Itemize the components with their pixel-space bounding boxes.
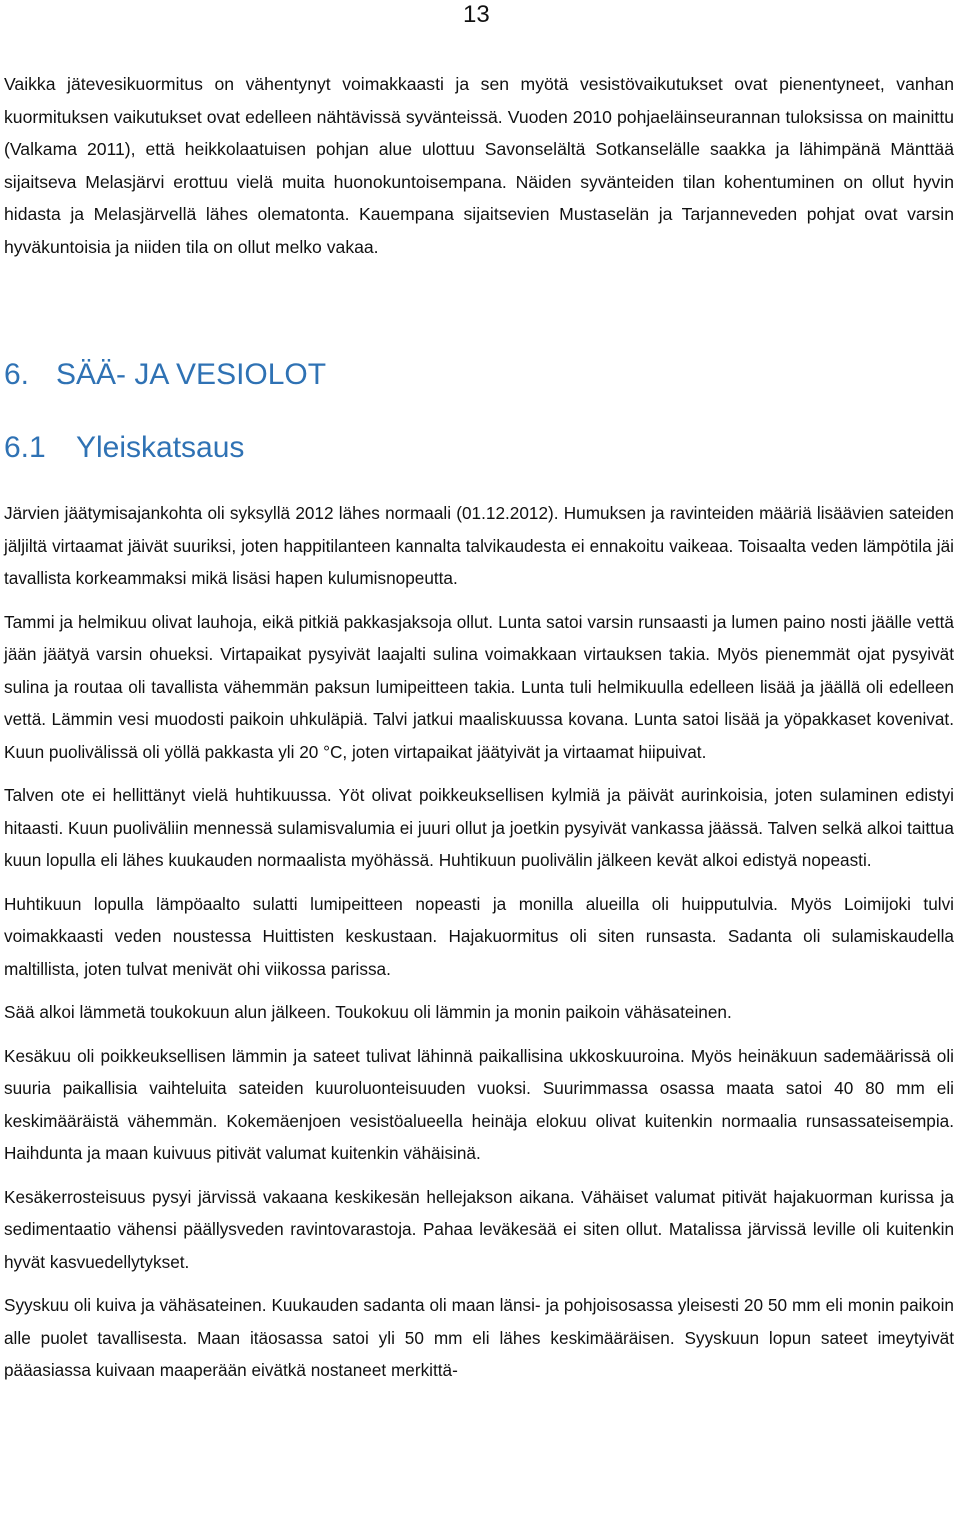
subsection-heading bbox=[4, 428, 244, 468]
paragraph: Järvien jäätymisajankohta oli syksyllä 2012 lähes normaali (01.12.2012). Humuksen ja ravinteiden määriä lisäävien sateiden jäljiltä virtaamat jäivät suuriksi, joten happitilanteen kannalta talvikaudesta ei ennakoitu vaikeaa. Toisaalta veden lämpötila jäi tavallista korkeammaksi mikä lisäsi hapen kulumisnopeutta. bbox=[4, 503, 954, 588]
paragraph: Syyskuu oli kuiva ja vähäsateinen. Kuukauden sadanta oli maan länsi- ja pohjoisosassa yleisesti 20 50 mm eli monin paikoin alle puolet tavallisesta. Maan itäosassa satoi yli 50 mm eli lähes keskimääräisen. Syyskuun lopun sateet imeytyivät pääasiassa kuivaan maaperään eivätkä nostaneet merkittä- bbox=[4, 1295, 954, 1380]
paragraph: Huhtikuun lopulla lämpöaalto sulatti lumipeitteen nopeasti ja monilla alueilla oli huipputulvia. Myös Loimijoki tulvi voimakkaasti veden noustessa Huittisten keskustaan. Hajakuormitus oli siten runsasta. Sadanta oli sulamiskaudella maltillista, joten tulvat menivät ohi viikossa parissa. bbox=[4, 893, 954, 979]
section-title: SÄÄ- JA VESIOLOT bbox=[56, 358, 327, 391]
section-body bbox=[4, 497, 954, 1398]
paragraph: Sää alkoi lämmetä toukokuun alun jälkeen. Toukokuu oli lämmin ja monin paikoin vähäsateinen. bbox=[4, 1002, 732, 1022]
page-number: 13 bbox=[463, 1, 490, 28]
subsection-number: 6.1 bbox=[4, 431, 46, 464]
paragraph: Tammi ja helmikuu olivat lauhoja, eikä pitkiä pakkasjaksoja ollut. Lunta satoi varsin runsaasti ja lumen paino nosti jäälle vettä jään jäätyä varsin ohueksi. Virtapaikat pysyivät laajalti sulina voimakkaan virtauksen takia. Myös pienemmät ojat pysyivät sulina ja routaa oli tavallista vähemmän paksun lumipeitteen takia. Lunta tuli helmikuulla edelleen lisää ja jäällä oli edelleen vettä. Lämmin vesi muodosti paikoin uhkuläpiä. Talvi jatkui maaliskuussa kovana. Lunta satoi lisää ja yöpakkaset kovenivat. Kuun puolivälissä oli yöllä pakkasta yli 20 °C, joten virtapaikat jäätyivät ja virtaamat hiipuivat. bbox=[4, 611, 954, 762]
subsection-title: Yleiskatsaus bbox=[76, 431, 245, 464]
paragraph: Kesäkuu oli poikkeuksellisen lämmin ja sateet tulivat lähinnä paikallisina ukkoskuuroina. Myös heinäkuun sademäärissä oli suuria paikallisia vaihteluita sateiden kuuroluonteisuuden vuoksi. Suurimmassa osassa maata satoi 40 80 mm eli keskimääräistä vähemmän. Kokemäenjoen vesistöalueella heinäja elokuu olivat kuitenkin normaalia runsassateisempia. Haihdunta ja maan kuivuus pitivät valumat kuitenkin vähäisinä. bbox=[4, 1045, 954, 1163]
section-number: 6. bbox=[4, 358, 30, 391]
paragraph: Kesäkerrosteisuus pysyi järvissä vakaana keskikesän hellejakson aikana. Vähäiset valumat pitivät hajakuorman kurissa ja sedimentaatio vähensi päällysveden ravintovarastoja. Pahaa leväkesää ei siten ollut. Matalissa järvissä leville oli kuitenkin hyvät kasvuedellytykset. bbox=[4, 1186, 954, 1272]
section-heading bbox=[4, 355, 326, 395]
intro-paragraph: Vaikka jätevesikuormitus on vähentynyt voimakkaasti ja sen myötä vesistövaikutukset ovat pienentyneet, vanhan kuormituksen vaikutukset ovat edelleen nähtävissä syvänteissä. Vuoden 2010 pohjaeläinseurannan tuloksissa on mainittu (Valkama 2011), että heikkolaatuisen pohjan alue ulottuu Savonselältä Sotkanselälle saakka ja lähimpänä Mänttää sijaitseva Melasjärvi erottuu vielä muita huonokuntoisempana. Näiden syvänteiden tilan kohentuminen on ollut hyvin hidasta ja Melasjärvellä lähes olematonta. Kauempana sijaitsevien Mustaselän ja Tarjanneveden pohjat ovat varsin hyväkuntoisia ja niiden tila on ollut melko vakaa. bbox=[4, 74, 954, 257]
paragraph: Talven ote ei hellittänyt vielä huhtikuussa. Yöt olivat poikkeuksellisen kylmiä ja päivät aurinkoisia, joten sulaminen edistyi hitaasti. Kuun puoliväliin mennessä sulamisvalumia ei juuri ollut ja joetkin pysyivät vankassa jäässä. Talven selkä alkoi taittua kuun lopulla eli lähes kuukauden normaalista myöhässä. Huhtikuun puolivälin jälkeen kevät alkoi edistyä nopeasti. bbox=[4, 785, 954, 870]
